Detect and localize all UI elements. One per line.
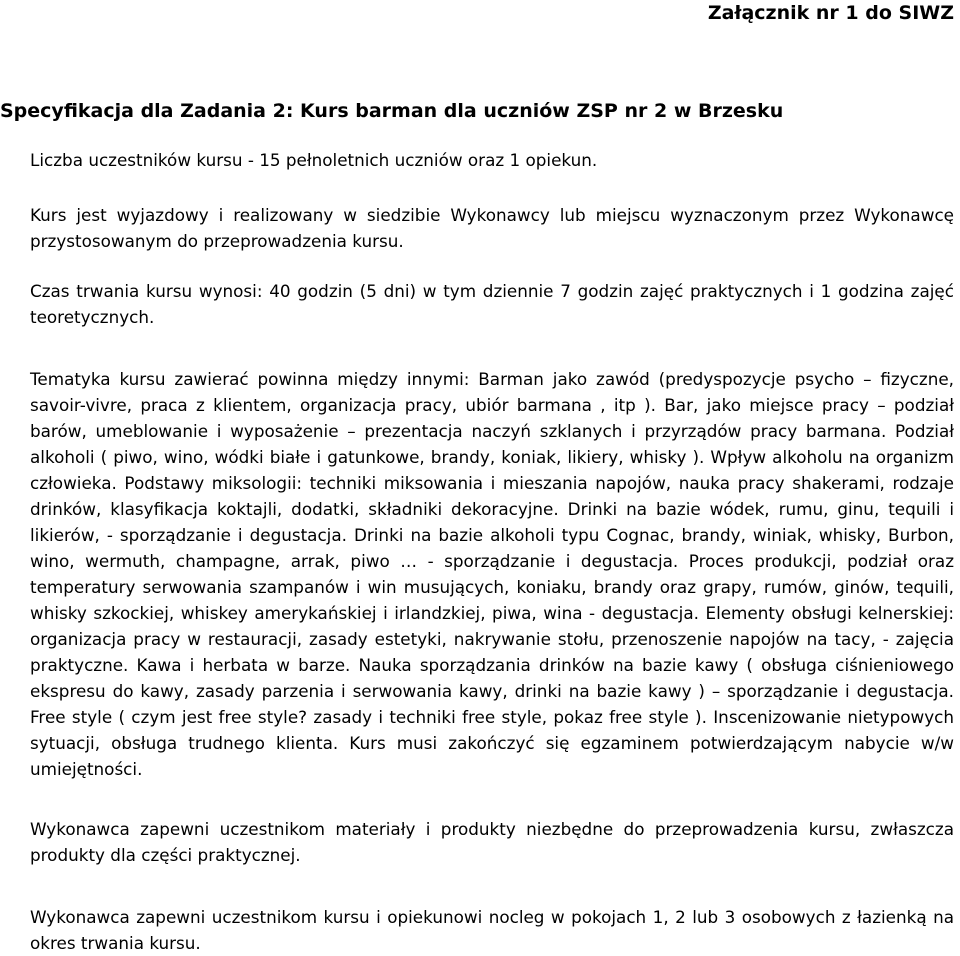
list-item [0,278,954,330]
item-text: Czas trwania kursu wynosi: 40 godzin (5 dni) w tym dziennie 7 godzin zajęć praktycznych i 1 godzina zajęć teoretycznych. [30,281,954,327]
list-item [0,366,954,782]
item-number [0,202,30,228]
item-number [0,816,30,842]
list-item [0,147,954,173]
list-item [0,816,954,868]
list-item [0,904,954,956]
document-title: Specyfikacja dla Zadania 2: Kurs barman dla uczniów ZSP nr 2 w Brzesku [0,100,784,122]
item-text: Kurs jest wyjazdowy i realizowany w siedzibie Wykonawcy lub miejscu wyznaczonym przez Wykonawcę przystosowanym do przeprowadzenia kursu. [30,205,954,251]
item-number [0,147,30,173]
item-text: Tematyka kursu zawierać powinna między innymi: Barman jako zawód (predyspozycje psycho – fizyczne, savoir-vivre, praca z klientem, organizacja pracy, ubiór barmana , itp ). Bar, jako miejsce pracy – podział barów, umeblowanie i wyposażenie – prezentacja naczyń szklanych i przyrządów pracy barmana. Podział alkoholi ( piwo, wino, wódki białe i gatunkowe, brandy, koniak, likiery, whisky ). Wpływ alkoholu na organizm człowieka. Podstawy miksologii: techniki miksowania i mieszania napojów, nauka pracy shakerami, rodzaje drinków, klasyfikacja koktajli, dodatki, składniki dekoracyjne. Drinki na bazie wódek, rumu, ginu, tequili i likierów, - sporządzanie i degustacja. Drinki na bazie alkoholi typu Cognac, brandy, winiak, whisky, Burbon, wino, wermuth, champagne, arrak, piwo … - sporządzanie i degustacja. Proces produkcji, podział oraz temperatury serwowania szampanów i win musujących, koniaku, brandy oraz grapy, rumów, ginów, tequili, whisky szkockiej, whiskey amerykańskiej i irlandzkiej, piwa, wina - degustacja. Elementy obsługi kelnerskiej: organizacja pracy w restauracji, zasady estetyki, nakrywanie stołu, przenoszenie napojów na tacy, - zajęcia praktyczne. Kawa i herbata w barze. Nauka sporządzania drinków na bazie kawy ( obsługa ciśnieniowego ekspresu do kawy, zasady parzenia i serwowania kawy, drinki na bazie kawy ) – sporządzanie i degustacja. Free style ( czym jest free style? zasady i techniki free style, pokaz free style ). Inscenizowanie nietypowych sytuacji, obsługa trudnego klienta. Kurs musi zakończyć się egzaminem potwierdzającym nabycie w/w umiejętności. [30,369,954,779]
item-number [0,278,30,304]
item-number [0,366,30,392]
item-text: Wykonawca zapewni uczestnikom kursu i opiekunowi nocleg w pokojach 1, 2 lub 3 osobowych z łazienką na okres trwania kursu. [30,907,954,953]
annex-label: Załącznik nr 1 do SIWZ [707,2,954,24]
list-item [0,202,954,254]
item-number [0,904,30,930]
item-text: Wykonawca zapewni uczestnikom materiały i produkty niezbędne do przeprowadzenia kursu, zwłaszcza produkty dla części praktycznej. [30,819,954,865]
item-text: Liczba uczestników kursu - 15 pełnoletnich uczniów oraz 1 opiekun. [30,150,598,170]
